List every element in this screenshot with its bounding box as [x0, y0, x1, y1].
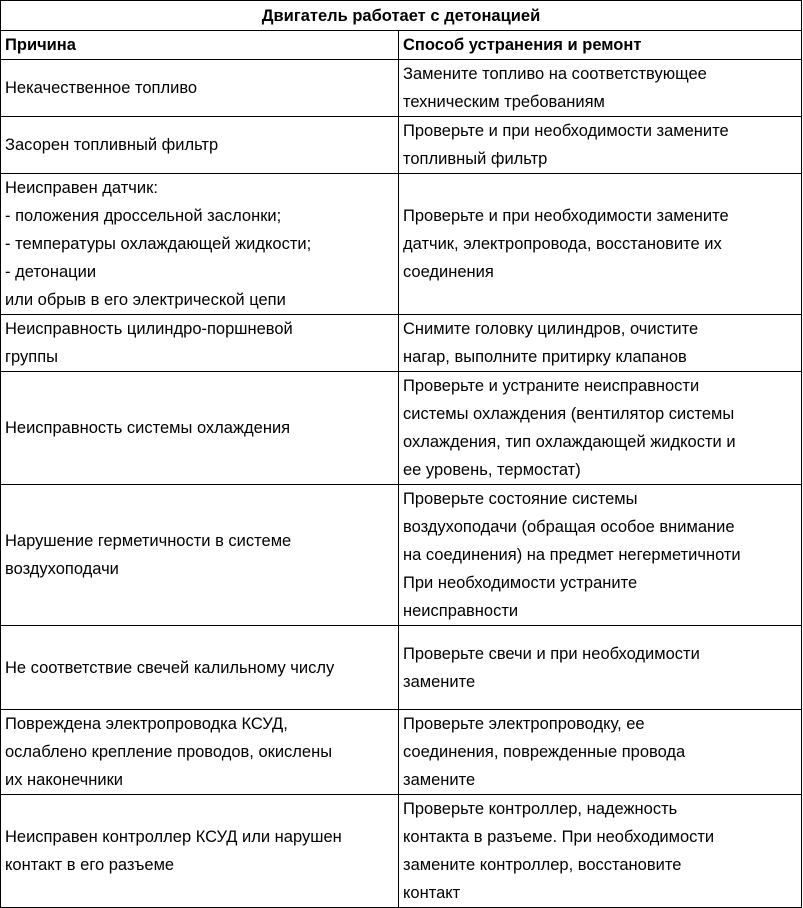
remedy-cell: Проверьте состояние системы воздухоподачи (обращая особое внимание на соединения) на предмет негерметичноти При необходимости устраните неисправности [399, 485, 802, 626]
table-title: Двигатель работает с детонацией [1, 1, 802, 31]
remedy-cell: Проверьте контроллер, надежность контакта в разъеме. При необходимости замените контроллер, восстановите контакт [399, 795, 802, 908]
table-row [1, 174, 802, 315]
table-header-row [1, 31, 802, 60]
remedy-cell: Проверьте свечи и при необходимости замените [399, 626, 802, 710]
table-row [1, 795, 802, 908]
table-title-row [1, 1, 802, 31]
column-header-cause: Причина [1, 31, 399, 60]
cause-cell: Не соответствие свечей калильному числу [1, 626, 399, 710]
cause-cell: Неисправен датчик: - положения дроссельной заслонки; - температуры охлаждающей жидкости; - детонации или обрыв в его электрической цепи [1, 174, 399, 315]
remedy-cell: Проверьте и устраните неисправности системы охлаждения (вентилятор системы охлаждения, тип охлаждающей жидкости и ее уровень, термостат) [399, 372, 802, 485]
cause-cell: Засорен топливный фильтр [1, 117, 399, 174]
remedy-cell: Проверьте и при необходимости замените датчик, электропровода, восстановите их соединения [399, 174, 802, 315]
cause-cell: Неисправность цилиндро-поршневой группы [1, 315, 399, 372]
cause-cell: Неисправен контроллер КСУД или нарушен контакт в его разъеме [1, 795, 399, 908]
cause-cell: Нарушение герметичности в системе воздухоподачи [1, 485, 399, 626]
column-header-remedy: Способ устранения и ремонт [399, 31, 802, 60]
table-row [1, 626, 802, 710]
remedy-cell: Снимите головку цилиндров, очистите нагар, выполните притирку клапанов [399, 315, 802, 372]
remedy-cell: Проверьте и при необходимости замените топливный фильтр [399, 117, 802, 174]
remedy-cell: Замените топливо на соответствующее техническим требованиям [399, 60, 802, 117]
table-row [1, 485, 802, 626]
cause-cell: Неисправность системы охлаждения [1, 372, 399, 485]
cause-cell: Некачественное топливо [1, 60, 399, 117]
table-row [1, 60, 802, 117]
table-row [1, 315, 802, 372]
remedy-cell: Проверьте электропроводку, ее соединения, поврежденные провода замените [399, 710, 802, 795]
table-row [1, 372, 802, 485]
table-row [1, 117, 802, 174]
cause-cell: Повреждена электропроводка КСУД, ослаблено крепление проводов, окислены их наконечники [1, 710, 399, 795]
table-row [1, 710, 802, 795]
